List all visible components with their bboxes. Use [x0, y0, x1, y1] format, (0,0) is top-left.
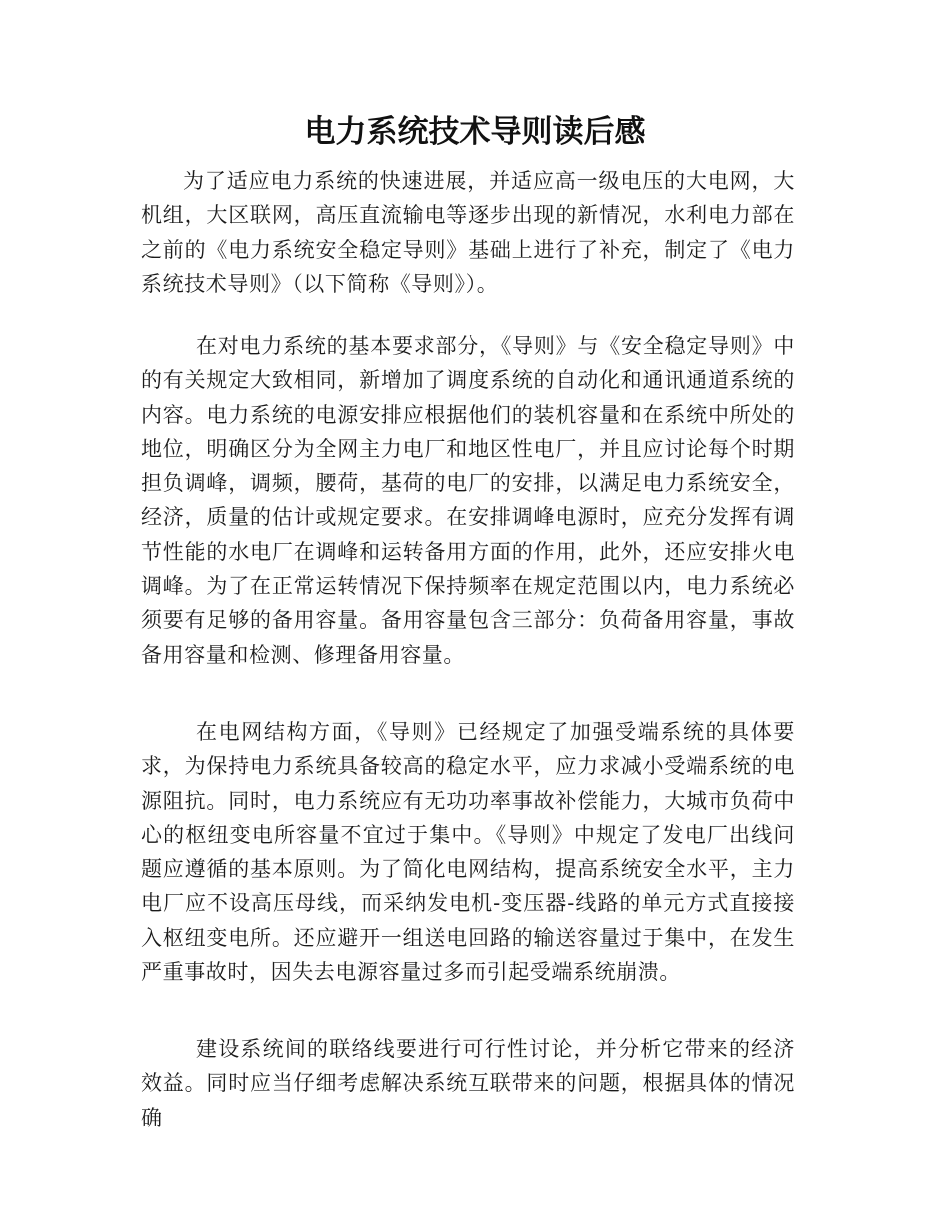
- paragraph-3: 在电网结构方面，《导则》已经规定了加强受端系统的具体要求，为保持电力系统具备较高的稳定水平，应力求减小受端系统的电源阻抗。同时，电力系统应有无功功率事故补偿能力，大城市负荷中心的枢纽变电所容量不宜过于集中。《导则》中规定了发电厂出线问题应遵循的基本原则。为了简化电网结构，提高系统安全水平，主力电厂应不设高压母线，而采纳发电机-变压器-线路的单元方式直接接入枢纽变电所。还应避开一组送电回路的输送容量过于集中，在发生严重事故时，因失去电源容量过多而引起受端系统崩溃。: [141, 720, 795, 985]
- paragraph-2: 在对电力系统的基本要求部分，《导则》与《安全稳定导则》中的有关规定大致相同，新增加了调度系统的自动化和通讯通道系统的内容。电力系统的电源安排应根据他们的装机容量和在系统中所处的地位，明确区分为全网主力电厂和地区性电厂，并且应讨论每个时期担负调峰，调频，腰荷，基荷的电厂的安排，以满足电力系统安全，经济，质量的估计或规定要求。在安排调峰电源时，应充分发挥有调节性能的水电厂在调峰和运转备用方面的作用，此外，还应安排火电调峰。为了在正常运转情况下保持频率在规定范围以内，电力系统必须要有足够的备用容量。备用容量包含三部分：负荷备用容量，事故备用容量和检测、修理备用容量。: [141, 334, 795, 667]
- document-title: 电力系统技术导则读后感: [304, 114, 646, 150]
- paragraph-1: 为了适应电力系统的快速进展，并适应高一级电压的大电网，大机组，大区联网，高压直流输电等逐步出现的新情况，水利电力部在之前的《电力系统安全稳定导则》基础上进行了补充，制定了《电力系统技术导则》（以下简称《导则》）。: [141, 169, 795, 296]
- paragraph-4: 建设系统间的联络线要进行可行性讨论，并分析它带来的经济效益。同时应当仔细考虑解决系统互联带来的问题，根据具体的情况确: [141, 1037, 795, 1130]
